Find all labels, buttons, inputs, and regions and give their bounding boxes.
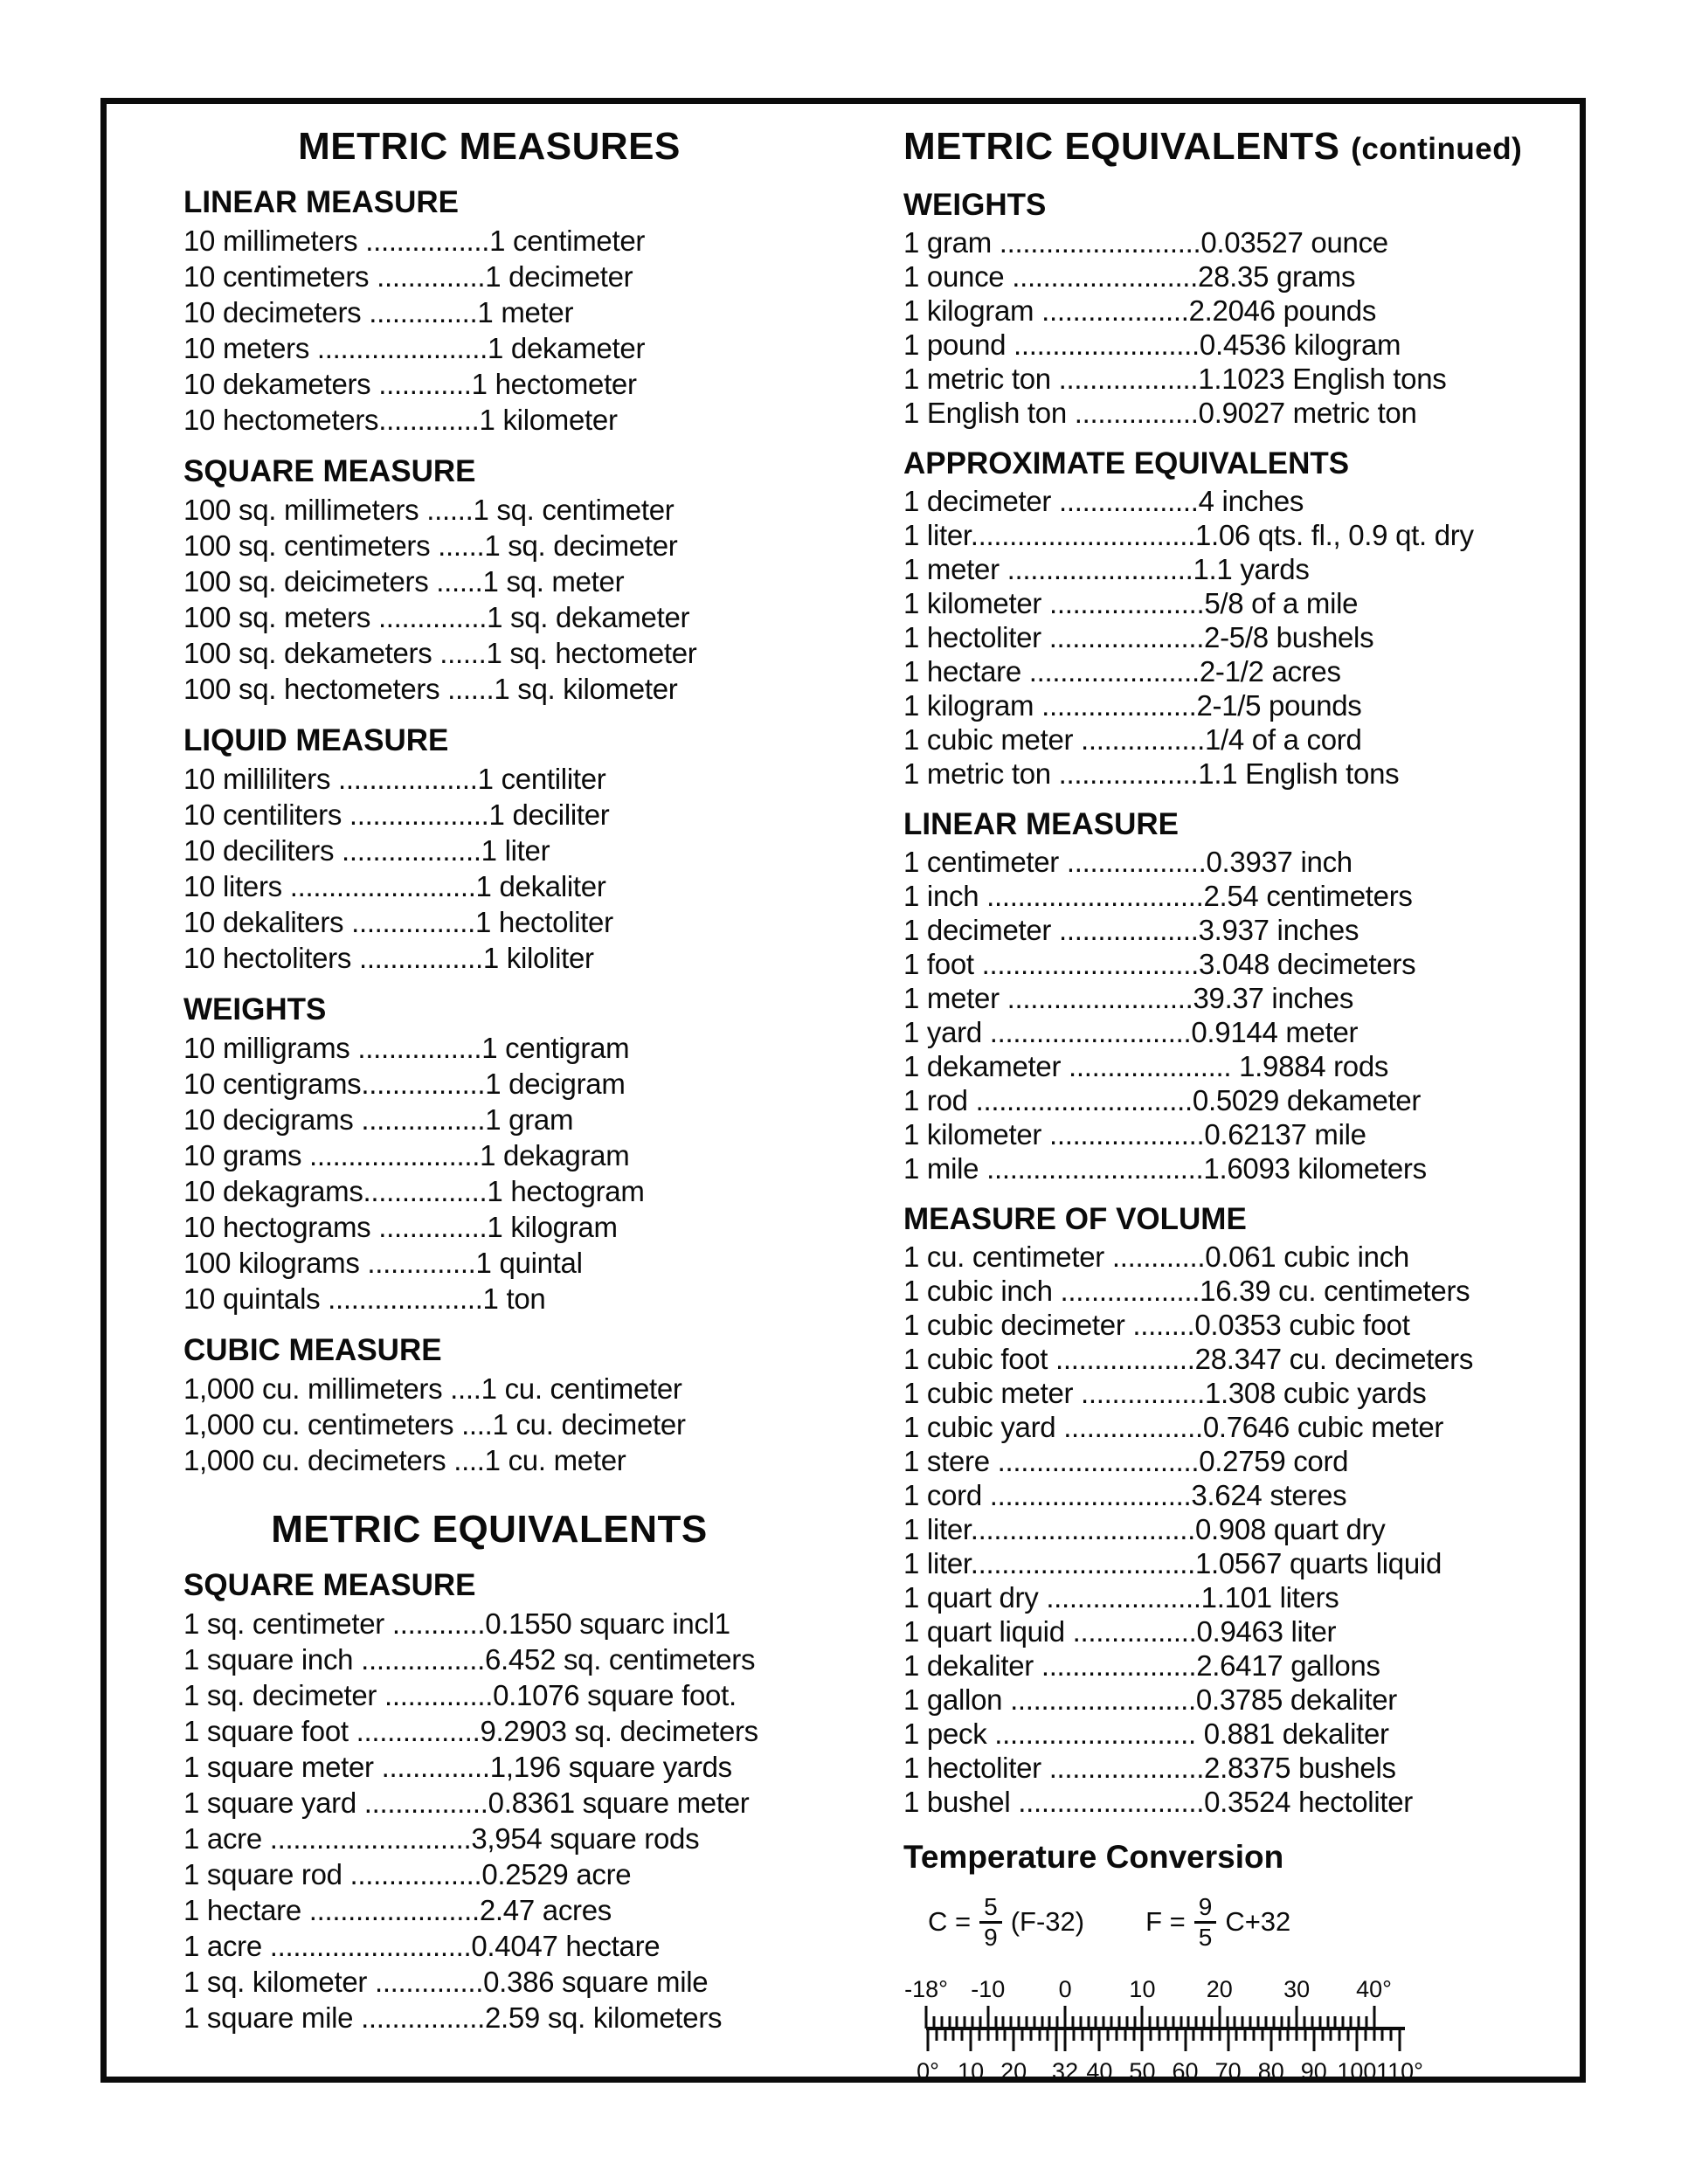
ruler-tick [1195, 2016, 1198, 2028]
measure-line: 1 square inch ................6.452 sq. centimeters [183, 1643, 756, 1676]
ruler-tick [1304, 2016, 1306, 2028]
measure-line: 10 hectometers.............1 kilometer [183, 404, 618, 436]
ruler-tick [1125, 2016, 1128, 2028]
measure-line: 10 millimeters ................1 centimeter [183, 225, 646, 257]
ruler-tick [1110, 2016, 1113, 2028]
ruler-tick [1079, 2016, 1082, 2028]
fahrenheit-formula-fraction [1194, 1894, 1217, 1951]
section-liquid-measure [183, 722, 795, 976]
celsius-tick-label: 10 [1129, 1976, 1156, 2002]
ruler-tick [1235, 2030, 1238, 2041]
ruler-tick [1373, 2006, 1375, 2028]
measure-line: 1 sq. centimeter ............0.1550 squarc incl1 [183, 1607, 730, 1640]
ruler-tick [1103, 2016, 1105, 2028]
ruler-tick [1269, 2030, 1272, 2051]
measure-line: 10 centigrams................1 decigram [183, 1068, 626, 1100]
measure-line: 1 kilogram ....................2-1/5 pounds [903, 689, 1362, 722]
ruler-tick [956, 2016, 958, 2028]
section-lines [183, 492, 795, 707]
measure-line: 10 liters ........................1 dekaliter [183, 870, 606, 902]
measure-line: 1,000 cu. decimeters ....1 cu. meter [183, 1444, 626, 1476]
ruler-tick [1364, 2030, 1366, 2041]
section-title-equivalents-square-measure: SQUARE MEASURE [183, 1568, 476, 1602]
section-title-approximate-equivalents: APPROXIMATE EQUIVALENTS [903, 446, 1350, 480]
section-lines [183, 761, 795, 976]
measure-line: 1 dekameter ..................... 1.9884 rods [903, 1050, 1389, 1082]
ruler-tick [1326, 2016, 1329, 2028]
ruler-tick [932, 2016, 935, 2028]
measure-line: 1 sq. decimeter ..............0.1076 square foot. [183, 1679, 737, 1711]
ruler-tick [1141, 2030, 1144, 2051]
fahrenheit-tick-label: 0° [917, 2058, 939, 2084]
measure-line: 1 cu. centimeter ............0.061 cubic inch [903, 1241, 1409, 1273]
ruler-tick [1234, 2016, 1236, 2028]
ruler-tick [1055, 2030, 1058, 2051]
ruler-tick [1064, 2006, 1067, 2028]
measure-line: 1 cubic foot ..................28.347 cu. decimeters [903, 1343, 1474, 1375]
ruler-tick [1257, 2016, 1260, 2028]
section-title-liquid-measure: LIQUID MEASURE [183, 723, 449, 757]
ruler-tick [1029, 2030, 1032, 2041]
ruler-tick [1287, 2030, 1290, 2041]
fraction-numerator: 9 [1194, 1894, 1217, 1924]
ruler-tick [1117, 2016, 1120, 2028]
measure-line: 1 bushel ........................0.3524 hectoliter [903, 1786, 1413, 1818]
fraction-numerator: 5 [979, 1894, 1002, 1924]
measure-line: 1 mile ............................1.6093 kilometers [903, 1152, 1427, 1185]
ruler-tick [944, 2030, 946, 2041]
celsius-tick-label: 30 [1283, 1976, 1311, 2002]
measure-line: 1 kilogram ...................2.2046 pounds [903, 294, 1377, 327]
measure-line: 1 cubic yard ..................0.7646 cubic meter [903, 1411, 1444, 1443]
measure-line: 1 hectare ......................2-1/2 acres [903, 655, 1341, 688]
ruler-tick [1218, 2006, 1221, 2028]
celsius-tick-label: -10 [971, 1976, 1006, 2002]
ruler-tick [1288, 2016, 1290, 2028]
ruler-tick [1342, 2016, 1345, 2028]
section-title-weights-equivalents: WEIGHTS [903, 188, 1047, 222]
fahrenheit-formula [1145, 1894, 1290, 1951]
fahrenheit-tick-label: 10 [958, 2058, 985, 2084]
ruler-tick [1081, 2030, 1083, 2041]
fahrenheit-tick-label: 90 [1300, 2058, 1327, 2084]
measure-line: 100 kilograms ..............1 quintal [183, 1247, 583, 1279]
ruler-tick [970, 2030, 972, 2051]
ruler-tick [1210, 2016, 1213, 2028]
fahrenheit-tick-label: 60 [1172, 2058, 1199, 2084]
ruler-tick [1399, 2030, 1401, 2051]
measure-line: 100 sq. meters ..............1 sq. dekameter [183, 601, 690, 633]
measure-line: 100 sq. millimeters ......1 sq. centimeter [183, 494, 675, 526]
ruler-tick [972, 2016, 974, 2028]
ruler-tick [1164, 2016, 1166, 2028]
fahrenheit-tick-label: 70 [1214, 2058, 1242, 2084]
section-cubic-measure [183, 1332, 795, 1478]
celsius-tick-label: 40° [1356, 1976, 1392, 2002]
ruler-tick [1048, 2016, 1051, 2028]
measure-line: 1,000 cu. centimeters ....1 cu. decimeter [183, 1408, 686, 1441]
measure-line: 1 acre ..........................0.4047 hectare [183, 1930, 661, 1962]
ruler-tick [1249, 2016, 1252, 2028]
section-temperature-conversion [903, 1838, 1567, 2091]
ruler-tick [986, 2006, 989, 2028]
fraction-denominator: 9 [984, 1923, 998, 1951]
measure-line: 10 grams ......................1 dekagram [183, 1139, 630, 1171]
ruler-tick [1071, 2016, 1074, 2028]
measure-line: 1 metric ton ..................1.1023 English tons [903, 363, 1447, 395]
measure-line: 1 pound ........................0.4536 kilogram [903, 328, 1401, 361]
ruler-tick [994, 2016, 997, 2028]
celsius-formula [928, 1894, 1084, 1951]
ruler-tick [1172, 2016, 1174, 2028]
ruler-tick [1355, 2030, 1358, 2051]
measure-line: 10 quintals ....................1 ton [183, 1282, 546, 1315]
celsius-formula-rhs: (F-32) [1010, 1906, 1085, 1937]
measure-line: 1 liter.............................0.908 quart dry [903, 1513, 1386, 1545]
ruler-tick [1318, 2016, 1321, 2028]
temperature-ruler-scale [904, 1976, 1423, 2091]
measure-line: 1 metric ton ..................1.1 English tons [903, 757, 1400, 790]
measure-line: 100 sq. deicimeters ......1 sq. meter [183, 565, 625, 598]
fahrenheit-tick-label: 32 [1052, 2058, 1079, 2084]
ruler-tick [1004, 2030, 1007, 2041]
fahrenheit-tick-label: 80 [1257, 2058, 1284, 2084]
ruler-tick [964, 2016, 966, 2028]
ruler-tick [1280, 2016, 1283, 2028]
section-approximate-equivalents [903, 446, 1567, 791]
section-equivalents-square-measure [183, 1567, 795, 2035]
ruler-tick [986, 2030, 989, 2041]
ruler-tick [1064, 2030, 1067, 2051]
ruler-tick [1381, 2030, 1384, 2041]
measure-line: 1 hectoliter ....................2-5/8 bushels [903, 621, 1374, 653]
ruler-tick [1203, 2016, 1206, 2028]
ruler-tick [1296, 2006, 1298, 2028]
ruler-tick [1175, 2030, 1178, 2041]
ruler-tick [1311, 2016, 1313, 2028]
measure-line: 1 kilometer ....................0.62137 mile [903, 1118, 1366, 1151]
fahrenheit-tick-label: 20 [1000, 2058, 1027, 2084]
measure-line: 1 quart liquid ................0.9463 liter [903, 1615, 1337, 1648]
measure-line: 1 square rod .................0.2529 acre [183, 1858, 632, 1890]
section-linear-measure [183, 184, 795, 438]
measure-line: 1 gram ..........................0.03527 ounce [903, 226, 1388, 259]
measure-line: 1 yard ..........................0.9144 meter [903, 1016, 1359, 1048]
ruler-tick [1272, 2016, 1275, 2028]
fahrenheit-formula-rhs: C+32 [1225, 1906, 1291, 1937]
ruler-tick [1347, 2030, 1350, 2041]
ruler-tick [1149, 2016, 1152, 2028]
measure-line: 10 milligrams ................1 centigram [183, 1032, 630, 1064]
measure-line: 10 dekagrams................1 hectogram [183, 1175, 645, 1207]
ruler-tick [1133, 2016, 1136, 2028]
fahrenheit-tick-label: 40 [1086, 2058, 1113, 2084]
ruler-tick [1193, 2030, 1195, 2041]
measure-line: 1 liter.............................1.0567 quarts liquid [903, 1547, 1442, 1579]
measure-line: 10 milliliters ..................1 centiliter [183, 763, 606, 795]
measure-line: 1 square mile ................2.59 sq. kilometers [183, 2001, 723, 2034]
measure-line: 1 cubic meter ................1/4 of a cord [903, 723, 1362, 756]
celsius-tick-label: 20 [1206, 1976, 1233, 2002]
measure-line: 10 decimeters ..............1 meter [183, 296, 574, 328]
measure-line: 10 dekaliters ................1 hectoliter [183, 906, 613, 938]
fahrenheit-tick-label: 50 [1129, 2058, 1156, 2084]
measure-line: 1 square yard ................0.8361 square meter [183, 1787, 750, 1819]
measure-line: 1 hectoliter ....................2.8375 bushels [903, 1752, 1396, 1784]
temperature-ruler [904, 1976, 1449, 2091]
measure-line: 10 hectograms ..............1 kilogram [183, 1211, 618, 1243]
section-lines [183, 1030, 795, 1317]
measure-line: 1 cubic decimeter ........0.0353 cubic foot [903, 1309, 1410, 1341]
section-title-measure-of-volume: MEASURE OF VOLUME [903, 1202, 1247, 1236]
section-title-linear-measure-equivalents: LINEAR MEASURE [903, 807, 1180, 841]
section-linear-measure-equivalents [903, 806, 1567, 1185]
ruler-tick [1226, 2016, 1228, 2028]
measure-line: 1 cubic meter ................1.308 cubic yards [903, 1377, 1427, 1409]
ruler-tick [1107, 2030, 1110, 2041]
section-lines [903, 845, 1567, 1185]
measure-line: 100 sq. hectometers ......1 sq. kilometer [183, 673, 678, 705]
ruler-tick [1201, 2030, 1204, 2041]
ruler-tick [1010, 2016, 1013, 2028]
measure-line: 100 sq. dekameters ......1 sq. hectometer [183, 637, 697, 669]
ruler-tick [1090, 2030, 1092, 2041]
celsius-formula-fraction [979, 1894, 1002, 1951]
left-column [183, 125, 795, 2035]
ruler-tick [1095, 2016, 1097, 2028]
section-lines [183, 1371, 795, 1478]
measure-line: 1 ounce ........................28.35 grams [903, 260, 1356, 293]
ruler-tick [935, 2030, 937, 2041]
ruler-tick [1025, 2016, 1027, 2028]
measure-line: 1 gallon ........................0.3785 dekaliter [903, 1683, 1397, 1716]
fahrenheit-tick-label: 110° [1376, 2058, 1423, 2084]
ruler-tick [1218, 2030, 1221, 2041]
measure-line: 1 meter ........................1.1 yards [903, 553, 1310, 585]
ruler-tick [948, 2016, 951, 2028]
fahrenheit-tick-label: 100 [1337, 2058, 1377, 2084]
fahrenheit-formula-lhs: F = [1145, 1906, 1186, 1937]
ruler-tick [1261, 2030, 1263, 2041]
fraction-denominator: 5 [1198, 1923, 1213, 1951]
right-column [903, 125, 1567, 2091]
section-lines [903, 484, 1567, 791]
measure-line: 1 square meter ..............1,196 square yards [183, 1751, 732, 1783]
measure-line: 1 cubic inch ..................16.39 cu. centimeters [903, 1275, 1470, 1307]
section-title-weights: WEIGHTS [183, 992, 327, 1026]
ruler-tick [1116, 2030, 1118, 2041]
measure-line: 100 sq. centimeters ......1 sq. decimeter [183, 529, 678, 562]
section-square-measure [183, 453, 795, 707]
measure-line: 1 acre ..........................3,954 square rods [183, 1822, 700, 1855]
measure-line: 1 inch ............................2.54 centimeters [903, 880, 1413, 912]
ruler-tick [927, 2030, 930, 2051]
measure-line: 10 meters ......................1 dekameter [183, 332, 646, 364]
section-weights-equivalents [903, 187, 1567, 430]
ruler-tick [1002, 2016, 1005, 2028]
measure-line: 1 meter ........................39.37 inches [903, 982, 1354, 1014]
section-title-square-measure: SQUARE MEASURE [183, 454, 476, 488]
ruler-tick [1373, 2030, 1375, 2041]
ruler-tick [1296, 2030, 1298, 2041]
measure-line: 10 centiliters ..................1 deciliter [183, 798, 610, 831]
ruler-tick [1187, 2016, 1190, 2028]
section-measure-of-volume [903, 1201, 1567, 1819]
ruler-tick [995, 2030, 998, 2041]
measure-line: 1 English ton ................0.9027 metric ton [903, 397, 1417, 429]
celsius-tick-label: -18° [904, 1976, 948, 2002]
ruler-tick [1087, 2016, 1090, 2028]
ruler-tick [925, 2006, 928, 2028]
ruler-tick [1244, 2030, 1247, 2041]
ruler-tick [1072, 2030, 1075, 2041]
ruler-tick [1033, 2016, 1035, 2028]
ruler-tick [961, 2030, 964, 2041]
ruler-tick [1184, 2030, 1186, 2051]
ruler-tick [1334, 2016, 1337, 2028]
measure-line: 1 foot ............................3.048 decimeters [903, 948, 1416, 980]
section-lines [183, 223, 795, 438]
ruler-tick [1056, 2016, 1059, 2028]
measure-line: 1 square foot ................9.2903 sq. decimeters [183, 1715, 758, 1747]
ruler-tick [1210, 2030, 1213, 2041]
ruler-tick [1330, 2030, 1332, 2041]
ruler-tick [1150, 2030, 1152, 2041]
ruler-tick [1365, 2016, 1367, 2028]
metric-equivalents-continued-title [903, 125, 1567, 171]
ruler-tick [1339, 2030, 1341, 2041]
ruler-tick [1357, 2016, 1359, 2028]
temperature-formulas [928, 1885, 1567, 1959]
ruler-tick [1041, 2016, 1043, 2028]
ruler-tick [1312, 2030, 1315, 2051]
ruler-tick [1227, 2030, 1229, 2051]
ruler-tick [1013, 2030, 1015, 2051]
measure-line: 1 sq. kilometer ..............0.386 square mile [183, 1966, 709, 1998]
ruler-tick [1166, 2030, 1169, 2041]
ruler-tick [940, 2016, 943, 2028]
section-lines [183, 1606, 795, 2035]
page-border-box [100, 98, 1586, 2083]
ruler-tick [1098, 2030, 1101, 2051]
celsius-formula-lhs: C = [928, 1906, 972, 1937]
section-lines [903, 225, 1567, 430]
measure-line: 1 rod ............................0.5029 dekameter [903, 1084, 1422, 1116]
ruler-tick [1253, 2030, 1256, 2041]
measure-line: 1 dekaliter ....................2.6417 gallons [903, 1649, 1380, 1682]
ruler-tick [1124, 2030, 1126, 2041]
ruler-tick [1159, 2030, 1161, 2041]
ruler-tick [1390, 2030, 1393, 2041]
ruler-tick [952, 2030, 955, 2041]
measure-line: 1 decimeter ..................3.937 inches [903, 914, 1359, 946]
ruler-tick [1350, 2016, 1352, 2028]
ruler-tick [1157, 2016, 1159, 2028]
metric-equivalents-title: METRIC EQUIVALENTS [271, 1508, 708, 1551]
measure-line: 10 centimeters ..............1 decimeter [183, 260, 633, 293]
measure-line: 1 decimeter ..................4 inches [903, 485, 1304, 517]
temperature-conversion-title: Temperature Conversion [903, 1839, 1284, 1875]
measure-line: 10 deciliters ..................1 liter [183, 834, 550, 867]
continued-suffix: (continued) [1351, 132, 1523, 166]
measure-line: 1 liter.............................1.06 qts. fl., 0.9 qt. dry [903, 519, 1474, 551]
section-title-cubic-measure: CUBIC MEASURE [183, 1333, 442, 1367]
section-lines [903, 1240, 1567, 1819]
ruler-tick [1038, 2030, 1041, 2041]
measure-line: 1 centimeter ..................0.3937 inch [903, 846, 1352, 878]
ruler-tick [1278, 2030, 1281, 2041]
ruler-tick [1018, 2016, 1020, 2028]
measure-line: 1 cord ..........................3.624 steres [903, 1479, 1347, 1511]
measure-line: 1 quart dry ....................1.101 liters [903, 1581, 1339, 1614]
ruler-tick [1047, 2030, 1049, 2041]
measure-line: 10 hectoliters ................1 kiloliter [183, 942, 594, 974]
section-title-linear-measure: LINEAR MEASURE [183, 185, 460, 219]
measure-line: 10 dekameters ............1 hectometer [183, 368, 637, 400]
measure-line: 10 decigrams ................1 gram [183, 1103, 574, 1136]
measure-line: 1 peck .......................... 0.881 dekaliter [903, 1717, 1389, 1750]
measure-line: 1 hectare ......................2.47 acres [183, 1894, 612, 1926]
ruler-tick [979, 2016, 981, 2028]
ruler-tick [1264, 2016, 1267, 2028]
metric-measures-title: METRIC MEASURES [298, 125, 681, 168]
ruler-tick [1132, 2030, 1135, 2041]
ruler-tick [1180, 2016, 1182, 2028]
metric-equivalents-continued-text: METRIC EQUIVALENTS [903, 125, 1340, 168]
celsius-tick-label: 0 [1058, 1976, 1072, 2002]
ruler-tick [1304, 2030, 1307, 2041]
ruler-tick [1021, 2030, 1024, 2041]
ruler-tick [1242, 2016, 1244, 2028]
ruler-tick [1321, 2030, 1324, 2041]
measure-line: 1 stere ..........................0.2759 cord [903, 1445, 1349, 1477]
measure-line: 1,000 cu. millimeters ....1 cu. centimeter [183, 1372, 682, 1405]
section-weights [183, 992, 795, 1317]
ruler-tick [978, 2030, 980, 2041]
measure-line: 1 kilometer ....................5/8 of a mile [903, 587, 1359, 619]
ruler-tick [1141, 2006, 1144, 2028]
